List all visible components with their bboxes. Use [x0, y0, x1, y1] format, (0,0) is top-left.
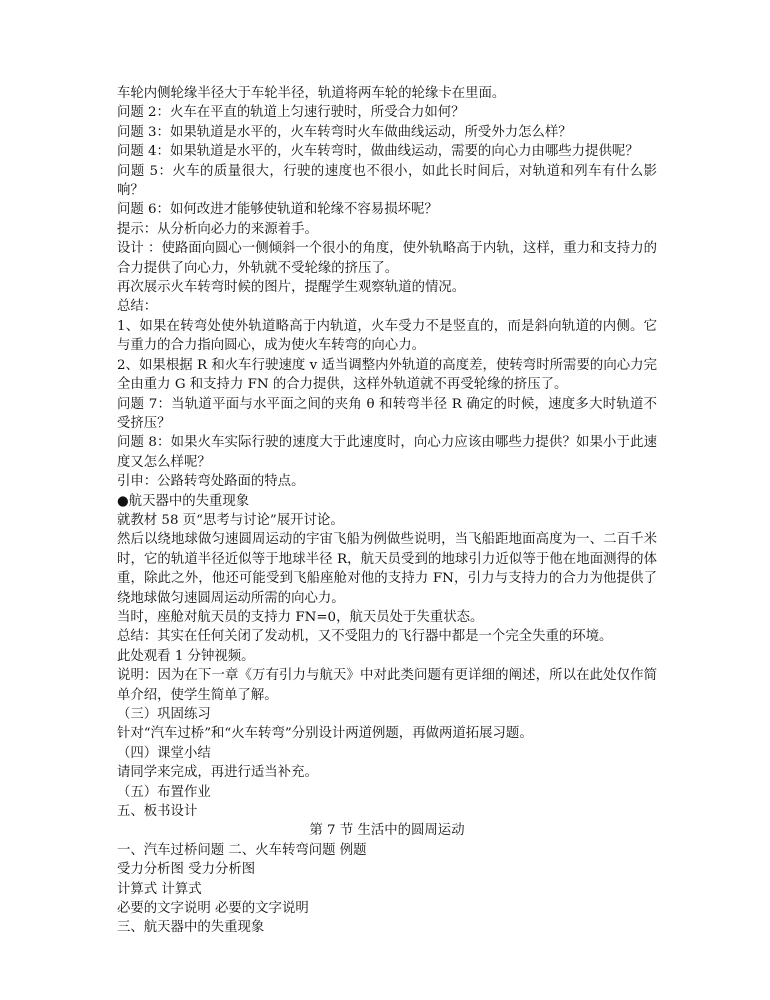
paragraph-wheel-flange: 车轮内侧轮缘半径大于车轮半径，轨道将两车轮的轮缘卡在里面。 [117, 86, 506, 101]
class-summary-text: 请同学来完成，再进行适当补充。 [117, 765, 318, 781]
question-6: 问题 6：如何改进才能够使轨道和轮缘不容易损坏呢？ [117, 202, 438, 218]
question-4: 问题 4：如果轨道是水平的，火车转弯时，做曲线运动，需要的向心力由哪些力提供呢？ [117, 144, 639, 160]
board-line-2: 受力分析图 受力分析图 [117, 862, 256, 878]
question-7: 问题 7：当轨道平面与水平面之间的夹角 θ 和转弯半径 R 确定的时候，速度多大时轨道不受挤压？ [117, 396, 657, 431]
spacecraft-explanation: 然后以绕地球做匀速圆周运动的宇宙飞船为例做些说明，当飞船距地面高度为一、二百千米时，它的轨道半径近似等于地球半径 R，航天员受到的地球引力近似等于他在地面测得的体重，除此之外，他还可能受到飞船座舱对他的支持力 FN，引力与支持力的合力为他提供了绕地球做匀速圆周运动所需的向心力。 [117, 532, 657, 606]
board-line-3: 计算式 计算式 [117, 881, 202, 897]
explanation-note: 说明：因为在下一章《万有引力与航天》中对此类问题有更详细的阐述，所以在此处仅作简单介绍，使学生简单了解。 [117, 668, 657, 703]
heading-homework: （五）布置作业 [117, 784, 211, 800]
board-line-4: 必要的文字说明 必要的文字说明 [117, 901, 309, 917]
practice-text: 针对“汽车过桥”和“火车转弯”分别设计两道例题，再做两道拓展习题。 [117, 726, 533, 742]
question-2: 问题 2：火车在平直的轨道上匀速行驶时，所受合力如何？ [117, 105, 465, 121]
weightless-state: 当时，座舱对航天员的支持力 FN=0，航天员处于失重状态。 [117, 609, 484, 625]
hint: 提示：从分析向必力的来源着手。 [117, 221, 318, 237]
board-line-5: 三、航天器中的失重现象 [117, 920, 265, 936]
board-title: 第 7 节 生活中的圆周运动 [309, 823, 465, 839]
summary-point-2: 2、如果根据 R 和火车行驶速度 v 适当调整内外轨道的高度差，使转弯时所需要的向心力完全由重力 G 和支持力 FN 的合力提供，这样外轨道就不再受轮缘的挤压了。 [117, 357, 657, 393]
weightless-summary: 总结：其实在任何关闭了发动机，又不受阻力的飞行器中都是一个完全失重的环境。 [117, 629, 613, 645]
heading-board-design: 五、板书设计 [117, 804, 198, 820]
heading-class-summary: （四）课堂小结 [117, 745, 211, 761]
extension-note: 引申：公路转弯处路面的特点。 [117, 474, 305, 490]
textbook-discussion: 就教材 58 页“思考与讨论”展开讨论。 [117, 512, 344, 528]
question-5: 问题 5：火车的质量很大，行驶的速度也不很小，如此长时间后，对轨道和列车有什么影响？ [117, 163, 657, 199]
section-weightlessness: ●航天器中的失重现象 [117, 493, 250, 509]
document-body [117, 84, 657, 938]
question-3: 问题 3：如果轨道是水平的，火车转弯时火车做曲线运动，所受外力怎么样？ [117, 124, 572, 140]
summary-point-1: 1、如果在转弯处使外轨道略高于内轨道，火车受力不是竖直的，而是斜向轨道的内侧。它与重力的合力指向圆心，成为使火车转弯的向心力。 [117, 318, 657, 354]
video-note: 此处观看 1 分钟视频。 [117, 648, 255, 664]
summary-heading: 总结： [117, 299, 158, 315]
show-picture-note: 再次展示火车转弯时候的图片，提醒学生观察轨道的情况。 [117, 280, 466, 296]
heading-practice: （三）巩固练习 [117, 707, 211, 722]
design-note: 设计 ：使路面向圆心一侧倾斜一个很小的角度，使外轨略高于内轨，这样，重力和支持力的合力提供了向心力，外轨就不受轮缘的挤压了。 [117, 241, 657, 276]
board-line-1: 一、汽车过桥问题 二、火车转弯问题 例题 [117, 842, 367, 858]
question-8: 问题 8：如果火车实际行驶的速度大于此速度时，向心力应该由哪些力提供？如果小于此速度又怎么样呢？ [117, 435, 657, 470]
